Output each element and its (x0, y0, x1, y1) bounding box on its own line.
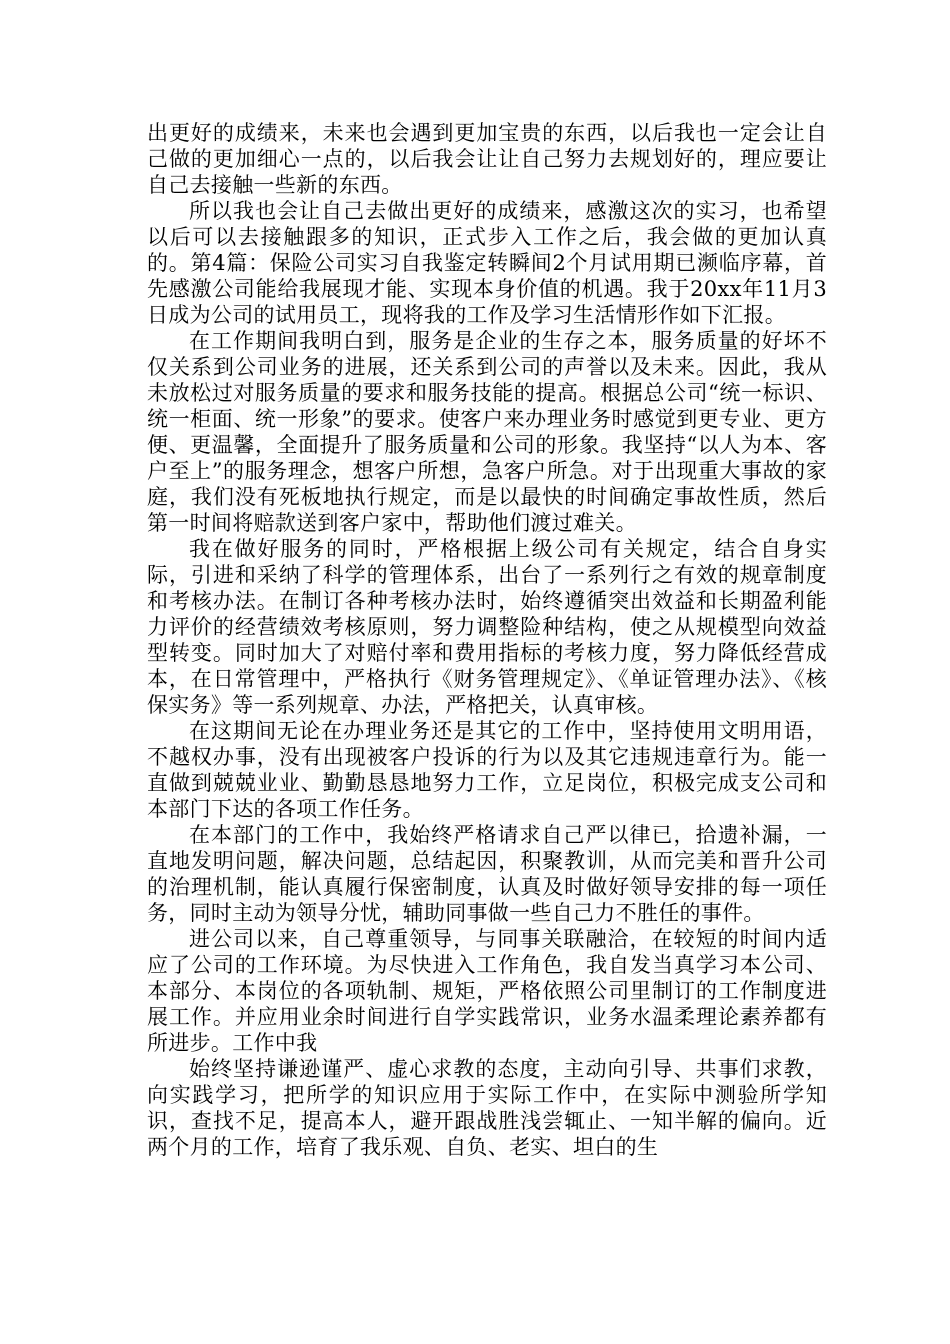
paragraph: 在这期间无论在办理业务还是其它的工作中，坚持使用文明用语，不越权办事，没有出现被客户投诉的行为以及其它违规违章行为。能一直做到兢兢业业、勤勤恳恳地努力工作，立足岗位，积极完成支公司和本部门下达的各项工作任务。 (147, 719, 827, 821)
paragraph: 我在做好服务的同时，严格根据上级公司有关规定，结合自身实际，引进和采纳了科学的管理体系，出台了一系列行之有效的规章制度和考核办法。在制订各种考核办法时，始终遵循突出效益和长期盈利能力评价的经营绩效考核原则，努力调整险种结构，使之从规模型向效益型转变。同时加大了对赔付率和费用指标的考核力度，努力降低经营成本，在日常管理中，严格执行《财务管理规定》、《单证管理办法》、《核保实务》等一系列规章、办法，严格把关，认真审核。 (147, 537, 827, 717)
paragraph: 在工作期间我明白到，服务是企业的生存之本，服务质量的好坏不仅关系到公司业务的进展，还关系到公司的声誉以及未来。因此，我从未放松过对服务质量的要求和服务技能的提高。根据总公司“统一标识、统一柜面、统一形象”的要求。使客户来办理业务时感觉到更专业、更方便、更温馨，全面提升了服务质量和公司的形象。我坚持“以人为本、客户至上”的服务理念，想客户所想，急客户所急。对于出现重大事故的家庭，我们没有死板地执行规定，而是以最快的时间确定事故性质，然后第一时间将赔款送到客户家中，帮助他们渡过难关。 (147, 329, 827, 535)
paragraph: 始终坚持谦逊谨严、虚心求教的态度，主动向引导、共事们求教，向实践学习，把所学的知识应用于实际工作中，在实际中测验所学知识，查找不足，提高本人，避开跟战胜浅尝辄止、一知半解的偏向。近两个月的工作，培育了我乐观、自负、老实、坦白的生 (147, 1057, 827, 1159)
paragraph: 进公司以来，自己尊重领导，与同事关联融洽，在较短的时间内适应了公司的工作环境。为尽快进入工作角色，我自发当真学习本公司、本部分、本岗位的各项轨制、规矩，严格依照公司里制订的工作制度进展工作。并应用业余时间进行自学实践常识，业务水温柔理论素养都有所进步。工作中我 (147, 927, 827, 1055)
paragraph: 所以我也会让自己去做出更好的成绩来，感激这次的实习，也希望以后可以去接触跟多的知识，正式步入工作之后，我会做的更加认真的。第4篇：保险公司实习自我鉴定转瞬间2个月试用期已濒临序幕，首先感激公司能给我展现才能、实现本身价值的机遇。我于20xx年11月3日成为公司的试用员工，现将我的工作及学习生活情形作如下汇报。 (147, 199, 827, 327)
paragraph: 在本部门的工作中，我始终严格请求自己严以律已，拾遗补漏，一直地发明问题，解决问题，总结起因，积聚教训，从而完美和晋升公司的治理机制，能认真履行保密制度，认真及时做好领导安排的每一项任务，同时主动为领导分忧，辅助同事做一些自己力不胜任的事件。 (147, 823, 827, 925)
document-page (147, 120, 827, 1160)
paragraph: 出更好的成绩来，未来也会遇到更加宝贵的东西，以后我也一定会让自己做的更加细心一点的，以后我会让让自己努力去规划好的，理应要让自己去接触一些新的东西。 (147, 121, 827, 197)
